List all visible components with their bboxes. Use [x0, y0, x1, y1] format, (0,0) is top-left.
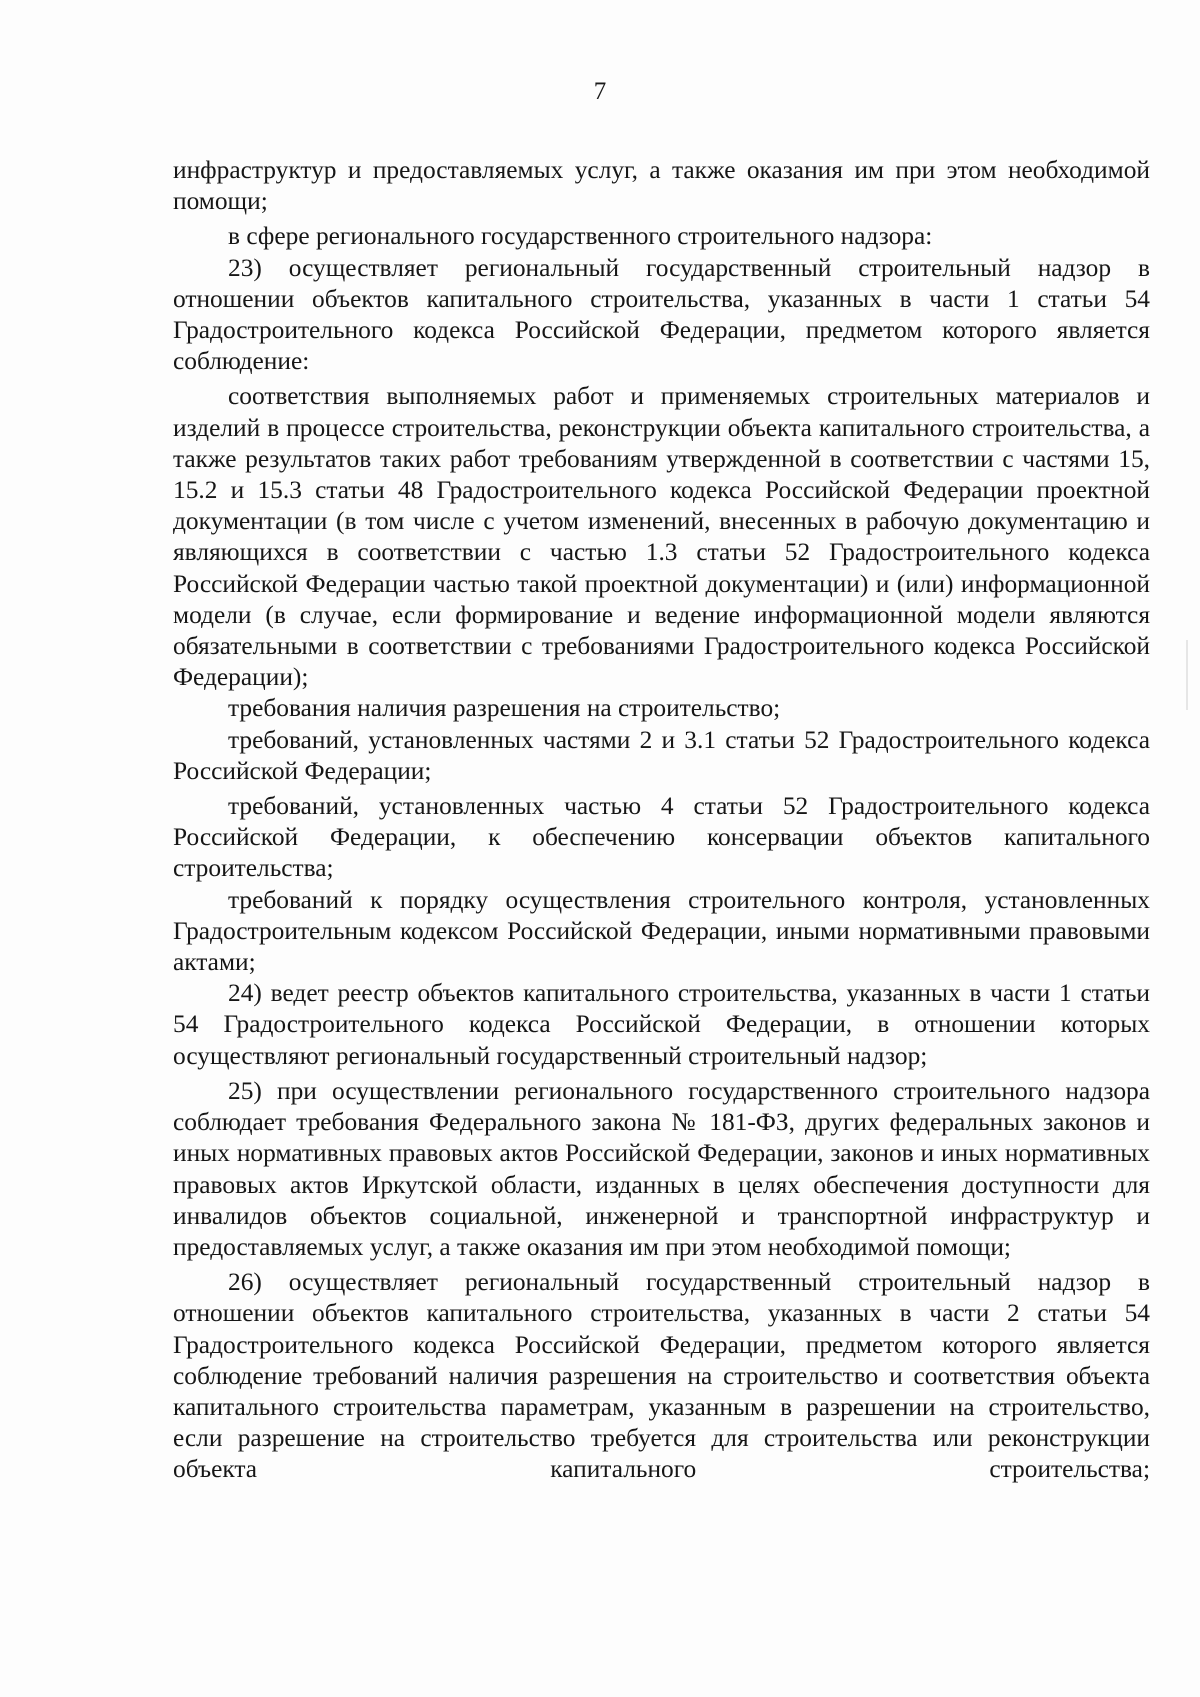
paragraph-item-23: 23) осуществляет региональный государственный строительный надзор в отношении объектов капитального строительства, указанных в части 1 статьи 54 Градостроительного кодекса Российской Федерации, предметом которого является соблюдение: [173, 253, 1150, 376]
paragraph-subitem: требований, установленных частью 4 статьи 52 Градостроительного кодекса Российской Федерации, к обеспечению консервации объектов капитального строительства; [173, 792, 1150, 883]
page-number: 7 [593, 78, 607, 105]
paragraph-subitem: соответствия выполняемых работ и применяемых строительных материалов и изделий в процессе строительства, реконструкции объекта капитального строительства, а также результатов таких работ требованиям утвержденной в соответствии с частями 15, 15.2 и 15.3 статьи 48 Градостроительного кодекса Российской Федерации проектной документации (в том числе с учетом изменений, внесенных в рабочую документацию и являющихся в соответствии с частью 1.3 статьи 52 Градостроительного кодекса Российской Федерации частью такой проектной документации) и (или) информационной модели (в случае, если формирование и ведение информационной модели являются обязательными в соответствии с требованиями Градостроительного кодекса Российской Федерации); [173, 382, 1150, 692]
paragraph-subitem: требований, установленных частями 2 и 3.1 статьи 52 Градостроительного кодекса Российской Федерации; [173, 725, 1150, 785]
paragraph-item-24: 24) ведет реестр объектов капитального строительства, указанных в части 1 статьи 54 Градостроительного кодекса Российской Федерации, в отношении которых осуществляют региональный государственный строительный надзор; [173, 979, 1150, 1070]
scan-edge-mark [1186, 640, 1188, 710]
section-heading: в сфере регионального государственного строительного надзора: [228, 222, 933, 251]
paragraph-item-26: 26) осуществляет региональный государственный строительный надзор в отношении объектов капитального строительства, указанных в части 2 статьи 54 Градостроительного кодекса Российской Федерации, предметом которого является соблюдение требований наличия разрешения на строительство и соответствия объекта капитального строительства параметрам, указанным в разрешении на строительство, если разрешение на строительство требуется для строительства или реконструкции объекта капитального строительства; [173, 1268, 1150, 1484]
document-body [173, 155, 1150, 1486]
paragraph-subitem: требования наличия разрешения на строительство; [228, 694, 781, 723]
paragraph-continuation: инфраструктур и предоставляемых услуг, а также оказания им при этом необходимой помощи; [173, 156, 1150, 216]
paragraph-subitem: требований к порядку осуществления строительного контроля, установленных Градостроительным кодексом Российской Федерации, иными нормативными правовыми актами; [173, 885, 1150, 977]
paragraph-item-25: 25) при осуществлении регионального государственного строительного надзора соблюдает требования Федерального закона № 181-ФЗ, других федеральных законов и иных нормативных правовых актов Российской Федерации, законов и иных нормативных правовых актов Иркутской области, изданных в целях обеспечения доступности для инвалидов объектов социальной, инженерной и транспортной инфраструктур и предоставляемых услуг, а также оказания им при этом необходимой помощи; [173, 1076, 1150, 1261]
